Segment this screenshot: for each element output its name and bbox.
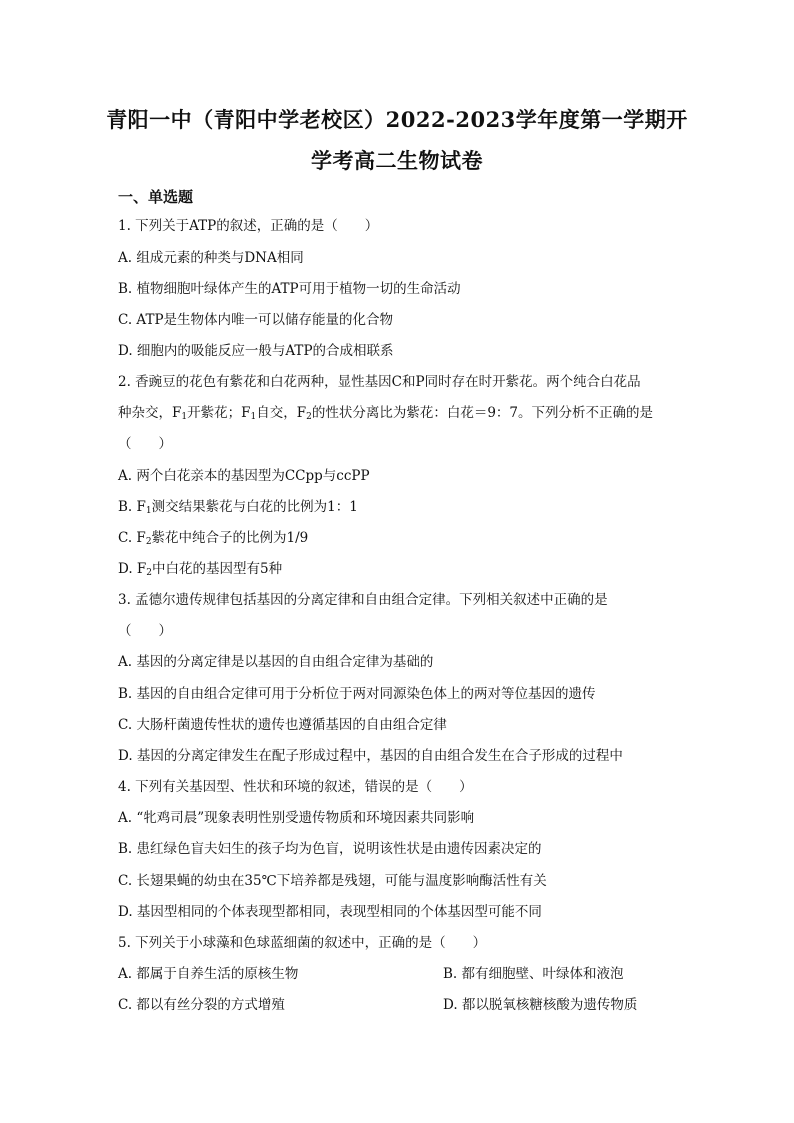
q2-option-d: D. $F_2$中白花的基因型有5种: [118, 561, 283, 578]
q3-option-a: A. 基因的分离定律是以基因的自由组合定律为基础的: [118, 654, 434, 670]
q2-stem-line1: 2. 香豌豆的花色有紫花和白花两种，显性基因C和P同时存在时开紫花。两个纯合白花品: [118, 374, 641, 390]
q4-option-d: D. 基因型相同的个体表现型都相同，表现型相同的个体基因型可能不同: [118, 904, 542, 920]
exam-title-line1: 青阳一中（青阳中学老校区）2022-2023学年度第一学期开: [106, 107, 688, 132]
q2-option-c: C. $F_2$紫花中纯合子的比例为1/9: [118, 530, 309, 547]
q4-stem: 4. 下列有关基因型、性状和环境的叙述，错误的是（ ）: [118, 779, 473, 795]
q3-stem-line1: 3. 孟德尔遗传规律包括基因的分离定律和自由组合定律。下列相关叙述中正确的是: [118, 592, 608, 608]
exam-title-line2: 学考高二生物试卷: [311, 148, 483, 173]
section-heading: 一、单选题: [118, 188, 194, 206]
q5-option-b: B. 都有细胞壁、叶绿体和液泡: [443, 966, 624, 982]
q3-option-d: D. 基因的分离定律发生在配子形成过程中，基因的自由组合发生在合子形成的过程中: [118, 748, 623, 764]
q1-stem: 1. 下列关于ATP的叙述，正确的是（ ）: [118, 218, 379, 234]
q5-stem: 5. 下列关于小球藻和色球蓝细菌的叙述中，正确的是（ ）: [118, 935, 487, 951]
q3-option-c: C. 大肠杆菌遗传性状的遗传也遵循基因的自由组合定律: [118, 717, 447, 733]
q2-option-a: A. 两个白花亲本的基因型为CCpp与ccPP: [118, 468, 370, 484]
q4-option-b: B. 患红绿色盲夫妇生的孩子均为色盲，说明该性状是由遗传因素决定的: [118, 841, 542, 857]
q1-option-a: A. 组成元素的种类与DNA相同: [118, 250, 304, 266]
q5-option-c: C. 都以有丝分裂的方式增殖: [118, 997, 285, 1013]
q1-option-b: B. 植物细胞叶绿体产生的ATP可用于植物一切的生命活动: [118, 281, 461, 297]
q2-stem-line2: 种杂交，$F_1$开紫花；$F_1$自交，$F_2$的性状分离比为紫花：白花＝9：7。下列分析不正确的是: [118, 405, 654, 422]
q5-option-d: D. 都以脱氧核糖核酸为遗传物质: [443, 997, 638, 1013]
q1-option-c: C. ATP是生物体内唯一可以储存能量的化合物: [118, 312, 394, 328]
q3-answer-blank: （ ）: [118, 623, 172, 639]
q4-option-a: A. “牝鸡司晨”现象表明性别受遗传物质和环境因素共同影响: [118, 810, 475, 826]
q4-option-c: C. 长翅果蝇的幼虫在35℃下培养都是残翅，可能与温度影响酶活性有关: [118, 873, 547, 889]
q2-option-b: B. $F_1$测交结果紫花与白花的比例为1：1: [118, 499, 358, 516]
q2-answer-blank: （ ）: [118, 436, 172, 452]
q5-option-a: A. 都属于自养生活的原核生物: [118, 966, 299, 982]
q1-option-d: D. 细胞内的吸能反应一般与ATP的合成相联系: [118, 343, 394, 359]
q3-option-b: B. 基因的自由组合定律可用于分析位于两对同源染色体上的两对等位基因的遗传: [118, 686, 596, 702]
